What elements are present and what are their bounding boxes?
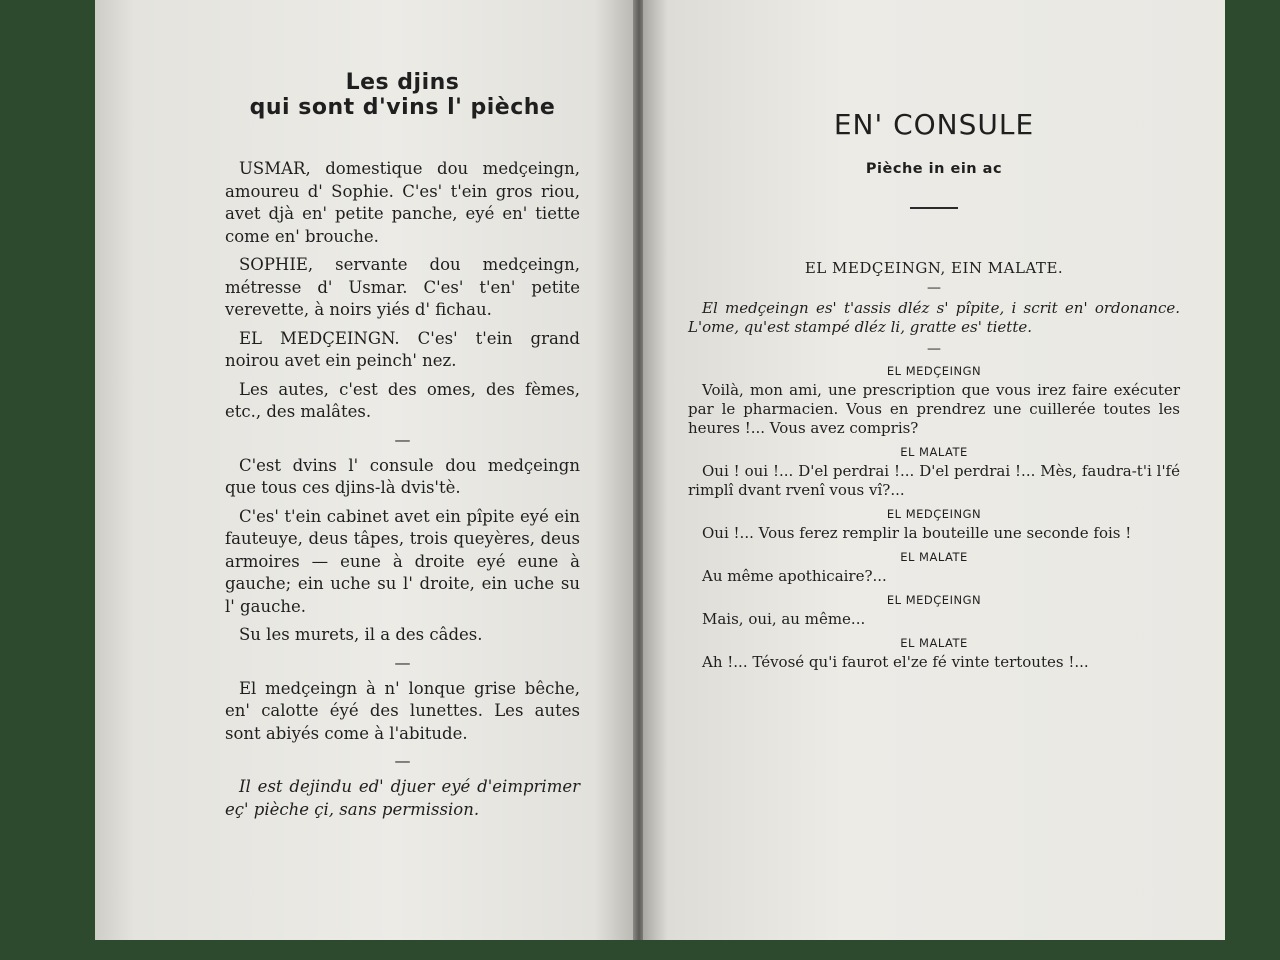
separator: —: [927, 341, 941, 357]
costume-paragraph: El medçeingn à n' lonque grise bêche, en' calotte éyé des lunettes. Les autes sont abiyés come à l'abitude.: [225, 678, 580, 743]
title-rule: [910, 207, 958, 209]
separator: —: [394, 751, 411, 770]
speaker-name: EL MEDÇEINGN: [886, 364, 982, 378]
rights-notice: Il est dejindu ed' djuer eyé d'eimprimer eç' pièche çi, sans permission.: [225, 777, 580, 819]
separator: —: [927, 280, 941, 296]
speaker-name: EL MALATE: [900, 445, 968, 459]
scene-cast: EL MEDÇEINGN, EIN MALATE.: [804, 259, 1064, 277]
setting-paragraph: C'es' t'ein cabinet avet ein pîpite eyé ein fauteuye, deus tâpes, trois queyères, deus armoires — eune à droite eyé eune à gauche; ein uche su l' droite, ein uche su l' gauche.: [225, 506, 580, 616]
dialogue-line: Ah !... Tévosé qu'i faurot el'ze fé vinte tertoutes !...: [702, 653, 1089, 671]
character-medceingn: EL MEDÇEINGN. C'es' t'ein grand noirou avet ein peinch' nez.: [225, 328, 580, 370]
speaker-name: EL MALATE: [900, 550, 968, 564]
dialogue-line: Mais, oui, au même...: [702, 610, 866, 628]
stage-direction: El medçeingn es' t'assis dléz s' pîpite, i scrit en' ordonance. L'ome, qu'est stampé dléz li, gratte es' tiette.: [688, 299, 1180, 336]
play-subtitle: Pièche in ein ac: [865, 161, 1003, 177]
dialogue-line: Au même apothicaire?...: [702, 567, 887, 585]
speaker-name: EL MEDÇEINGN: [886, 593, 982, 607]
open-book: [95, 0, 1225, 940]
dialogue-line: Voilà, mon ami, une prescription que vous irez faire exécuter par le pharmacien. Vous en prendrez une cuillerée toutes les heures !... Vous avez compris?: [688, 381, 1180, 437]
character-usmar: USMAR, domestique dou medçeingn, amoureu d' Sophie. C'es' t'ein gros riou, avet djà en' petite panche, eyé en' tiette come en' brouche.: [225, 159, 580, 246]
separator: —: [394, 652, 411, 672]
play-title: EN' CONSULE: [833, 108, 1035, 141]
setting-paragraph: Su les murets, il a des câdes.: [239, 625, 483, 644]
character-sophie: SOPHIE, servante dou medçeingn, métresse d' Usmar. C'es' t'en' petite verevette, à noirs yiés d' fichau.: [225, 255, 580, 319]
separator: —: [394, 429, 411, 449]
speaker-name: EL MALATE: [900, 636, 968, 650]
left-title-line2: qui sont d'vins l' pièche: [249, 95, 556, 120]
left-title-line1: Les djins: [345, 70, 460, 95]
character-others: Les autes, c'est des omes, des fèmes, etc., des malâtes.: [225, 379, 580, 421]
dialogue-line: Oui !... Vous ferez remplir la bouteille une seconde fois !: [702, 524, 1132, 542]
dialogue-line: Oui ! oui !... D'el perdrai !... D'el perdrai !... Mès, faudra-t'i l'fé rimplî dvant rvenî vous vî?...: [688, 462, 1180, 499]
right-page: [643, 0, 1225, 940]
setting-paragraph: C'est dvins l' consule dou medçeingn que tous ces djins-là dvis'tè.: [225, 455, 580, 497]
left-page: [95, 0, 635, 940]
speaker-name: EL MEDÇEINGN: [886, 507, 982, 521]
